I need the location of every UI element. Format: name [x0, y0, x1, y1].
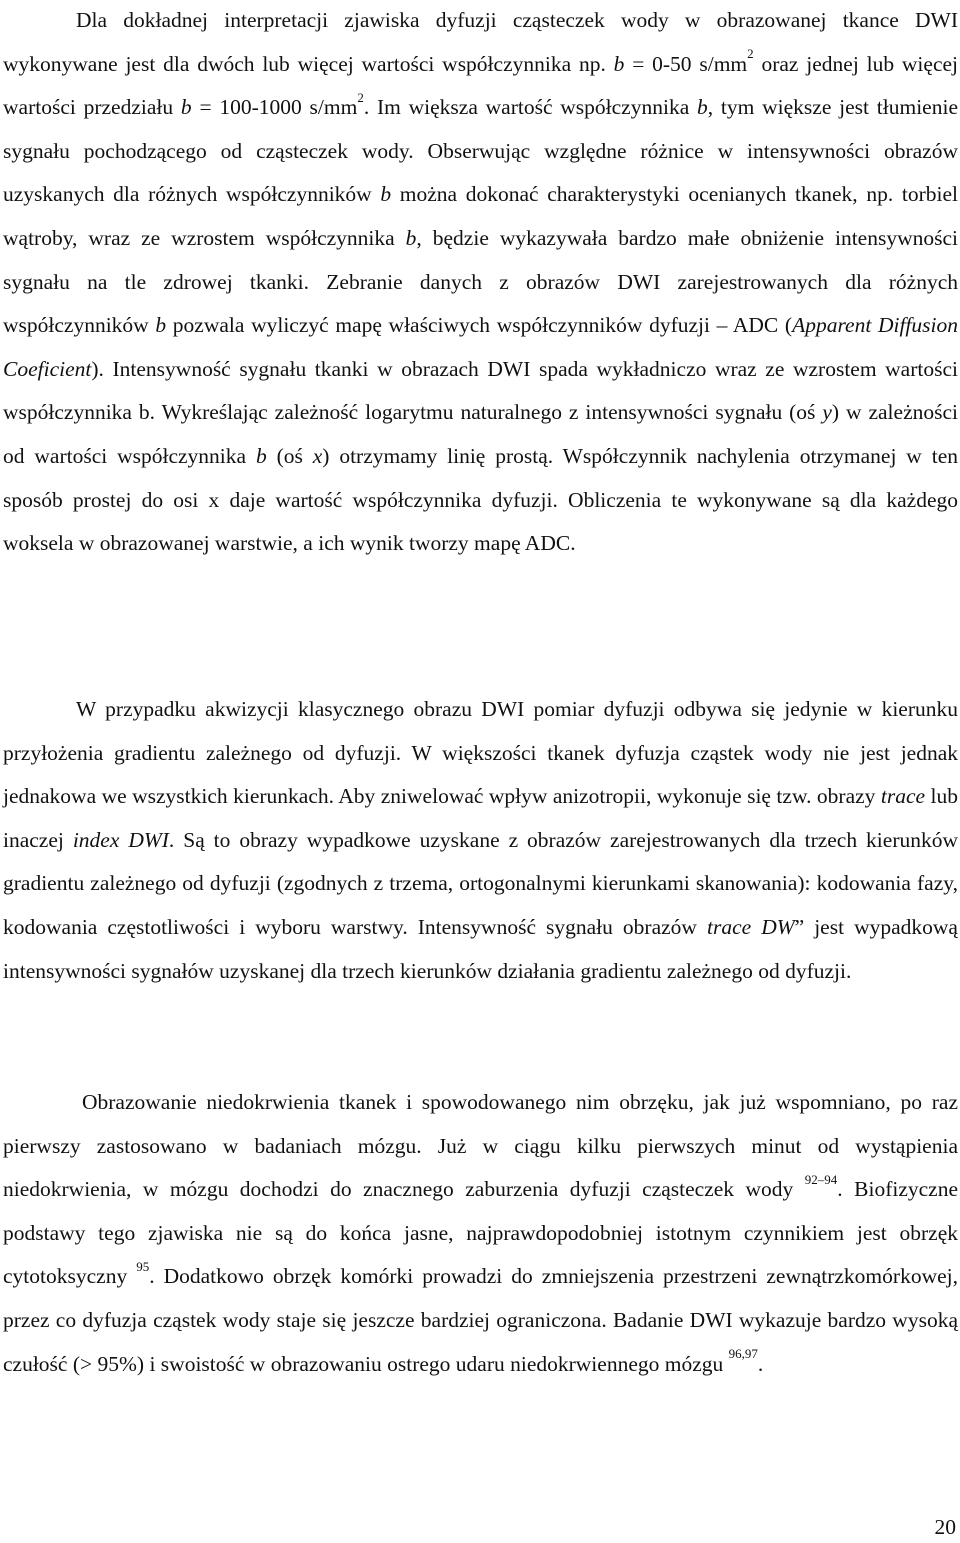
text-run: = 100-1000 s/mm [191, 95, 358, 120]
text-run: . Biofizyczne podstawy tego zjawiska nie są do końca jasne, najprawdopodobniej istotnym czynnikiem jest obrzęk cytotoksyczny [3, 1177, 958, 1289]
text-run: , będzie wykazywała bardzo małe obniżenie intensywności sygnału na tle zdrowej tkanki. Zebranie danych z obrazów DWI zarejestrowanych dla różnych współczynników [3, 225, 959, 338]
text-run: . Im większa wartość współczynnika [363, 95, 698, 120]
symbol-y: y [822, 400, 832, 425]
text-run: pozwala wyliczyć mapę właściwych współczynników dyfuzji – ADC ( [166, 313, 793, 338]
text-run: W przypadku akwizycji klasycznego obrazu DWI pomiar dyfuzji odbywa się jedynie w kierunku przyłożenia gradientu zależnego od dyfuzji. W większości tkanek dyfuzja cząstek wody nie jest jednak jednakowa we wszystkich kierunkach. Aby zniwelować wpływ anizotropii, wykonuje się tzw. obrazy [3, 697, 958, 809]
text-run: ) w zależności od wartości współczynnika [3, 400, 958, 468]
term-index-dwi: index DWI [72, 827, 169, 852]
symbol-b: b [180, 95, 192, 120]
page-number: 20 [934, 1515, 956, 1539]
text-run: ). Intensywność sygnału tkanki w obrazach DWI spada wykładniczo wraz ze wzrostem wartości współczynnika b. Wykreślając zależność logarytmu naturalnego z intensywności sygnału (oś [3, 356, 958, 425]
paragraph-ischemia [3, 1081, 958, 1386]
symbol-b: b [155, 313, 167, 338]
text-run: ) otrzymamy linię prostą. Współczynnik nachylenia otrzymanej w ten sposób prostej do osi x daje wartość współczynnika dyfuzji. Obliczenia te wykonywane są dla każdego woksela w obrazowanej warstwie, a ich wynik tworzy mapę ADC. [3, 443, 958, 556]
symbol-x: x [312, 443, 323, 468]
text-run: Dla dokładnej interpretacji zjawiska dyfuzji cząsteczek wody w obrazowanej tkance DWI wykonywane jest dla dwóch lub więcej wartości współczynnika np. [3, 8, 958, 76]
term-trace: trace [880, 784, 926, 809]
symbol-b: b [405, 225, 417, 250]
text-run: Obrazowanie niedokrwienia tkanek i spowodowanego nim obrzęku, jak już wspomniano, po raz pierwszy zastosowano w badaniach mózgu. Już w ciągu kilku pierwszych minut od wystąpienia niedokrwienia, w mózgu dochodzi do znacznego zaburzenia dyfuzji cząsteczek wody [3, 1090, 958, 1202]
text-run: = 0-50 s/mm [624, 51, 748, 76]
text-run: . Dodatkowo obrzęk komórki prowadzi do zmniejszenia przestrzeni zewnątrzkomórkowej, przez co dyfuzja cząstek wody staje się jeszcze bardziej ograniczona. Badanie DWI wykazuje bardzo wysoką czułość (> 95%) i swoistość w obrazowaniu ostrego udaru niedokrwiennego mózgu [3, 1264, 958, 1376]
adc-term: Apparent Diffusion Coeficient [3, 313, 958, 381]
paragraph-trace-imaging [3, 688, 958, 993]
text-run: ” jest wypadkową intensywności sygnałów uzyskanej dla trzech kierunków działania gradientu zależnego od dyfuzji. [3, 914, 958, 983]
symbol-b: b [255, 443, 267, 468]
superscript: 2 [747, 46, 754, 62]
citation-ref: 95 [136, 1259, 150, 1275]
text-run: można dokonać charakterystyki ocenianych tkanek, np. torbiel wątroby, wraz ze wzrostem współczynnika [3, 182, 958, 250]
symbol-b: b [380, 182, 392, 207]
symbol-b: b [613, 51, 625, 76]
citation-ref: 92–94 [804, 1172, 838, 1188]
citation-ref: 96,97 [728, 1346, 758, 1362]
text-run: . [757, 1351, 764, 1376]
paragraph-dwi-coefficients [3, 0, 958, 566]
text-run: . Są to obrazy wypadkowe uzyskane z obrazów zarejestrowanych dla trzech kierunków gradientu zależnego od dyfuzji (zgodnych z trzema, ortogonalnymi kierunkami skanowania): kodowania fazy, kodowania częstotliwości i wyboru warstwy. Intensywność sygnału obrazów [3, 827, 959, 939]
term-trace-dw: trace DW [706, 914, 795, 939]
text-run: , tym większe jest tłumienie sygnału pochodzącego od cząsteczek wody. Obserwując względne różnice w intensywności obrazów uzyskanych dla różnych współczynników [3, 95, 958, 207]
text-run: (oś [266, 443, 313, 468]
superscript: 2 [357, 90, 364, 106]
symbol-b: b [697, 95, 708, 120]
text-run: oraz jednej lub więcej wartości przedziału [3, 51, 959, 120]
text-run: lub inaczej [3, 784, 958, 852]
